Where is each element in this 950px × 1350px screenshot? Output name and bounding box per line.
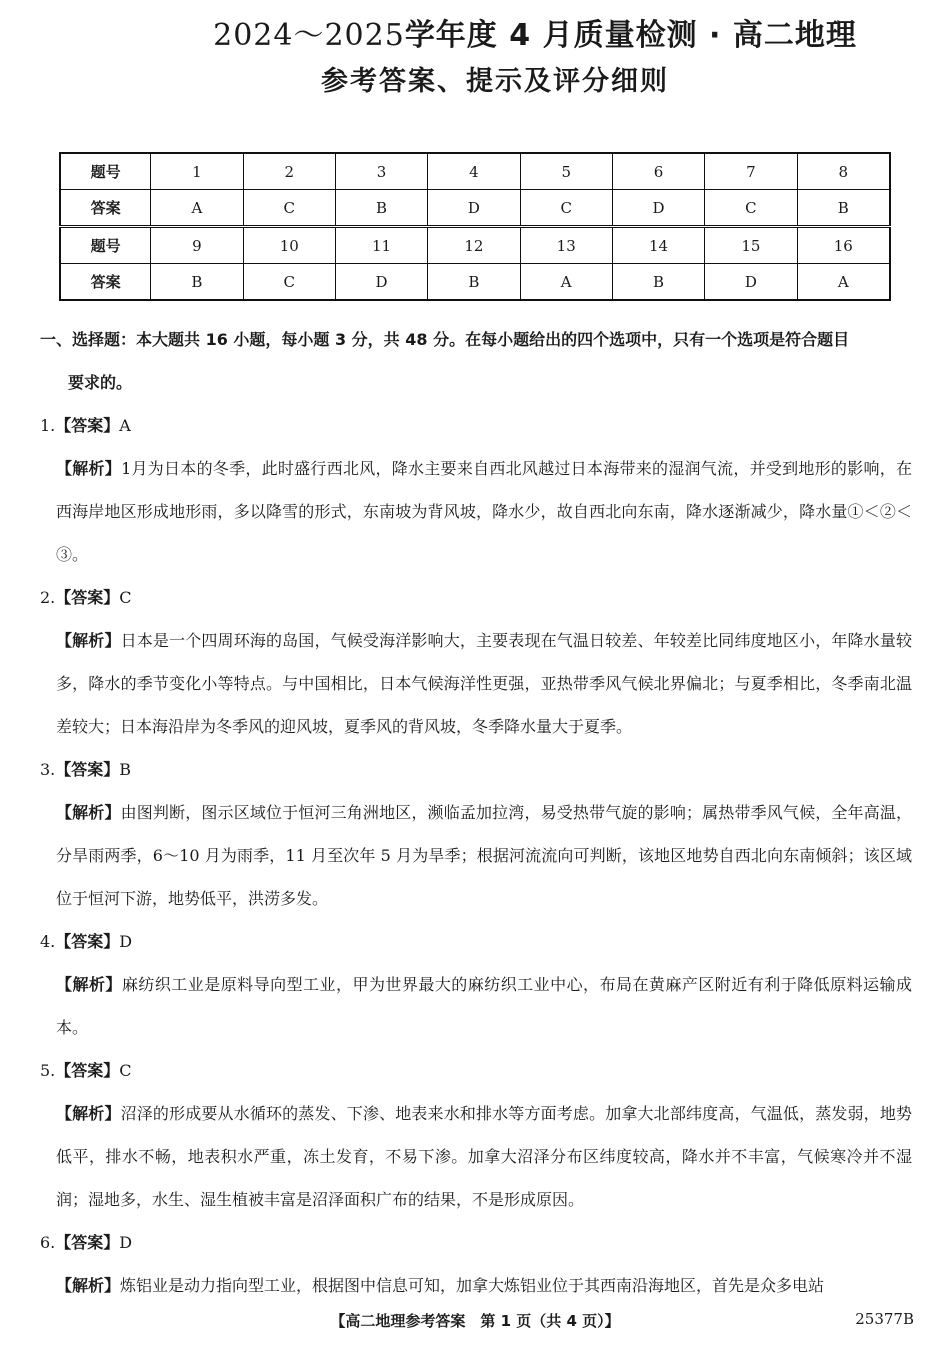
explain-tag: 【解析】 (56, 1276, 121, 1295)
table-cell: 11 (335, 227, 427, 264)
answer-table (59, 152, 891, 301)
explanation-text: 1月为日本的冬季，此时盛行西北风，降水主要来自西北风越过日本海带来的湿润气流，并受到地形的影响，在西海岸地区形成地形雨，多以降雪的形式，东南坡为背风坡，降水少，故自西北向东南，降水逐渐减少，降水量①＜②＜③。 (56, 459, 912, 564)
explain-tag: 【解析】 (56, 459, 122, 478)
table-cell: B (797, 190, 890, 227)
label-answer: 答案 (60, 190, 151, 227)
question-number: 4. (40, 932, 56, 951)
section-line-1: 一、选择题：本大题共 16 小题，每小题 3 分，共 48 分。在每小题给出的四个选项中，只有一个选项是符合题目 (40, 330, 850, 349)
explanation-text: 沼泽的形成要从水循环的蒸发、下渗、地表来水和排水等方面考虑。加拿大北部纬度高，气温低，蒸发弱，地势低平，排水不畅，地表积水严重，冻土发育，不易下渗。加拿大沼泽分布区纬度较高，降水并不丰富，气候寒冷并不湿润；湿地多，水生、湿生植被丰富是沼泽面积广布的结果，不是形成原因。 (56, 1104, 912, 1209)
answer-value: C (119, 1061, 132, 1080)
explanation (40, 791, 912, 920)
answer-tag: 【答案】 (55, 416, 120, 435)
title-years: 2024～2025 (213, 18, 405, 53)
footer-code: 25377B (855, 1310, 914, 1328)
answer-line (40, 748, 912, 791)
answer-tag: 【答案】 (55, 932, 120, 951)
page-title (0, 14, 950, 58)
explanation (40, 1092, 912, 1221)
table-cell: 9 (151, 227, 243, 264)
answer-line (40, 920, 912, 963)
table-row-answer-1 (60, 190, 890, 227)
table-cell: 16 (797, 227, 890, 264)
table-cell: 4 (428, 153, 520, 190)
table-cell: 7 (705, 153, 797, 190)
table-cell: 1 (151, 153, 243, 190)
table-cell: 15 (705, 227, 797, 264)
answer-tag: 【答案】 (55, 1233, 120, 1252)
question-4 (40, 920, 912, 1049)
answer-value: D (119, 1233, 133, 1252)
answer-tag: 【答案】 (55, 588, 120, 607)
table-cell: D (612, 190, 704, 227)
table-cell: 8 (797, 153, 890, 190)
explain-tag: 【解析】 (56, 975, 122, 994)
explanation-text: 麻纺织工业是原料导向型工业，甲为世界最大的麻纺织工业中心，布局在黄麻产区附近有利于降低原料运输成本。 (56, 975, 912, 1037)
explain-tag: 【解析】 (56, 1104, 121, 1123)
answer-line (40, 404, 912, 447)
answer-value: D (119, 932, 133, 951)
table-cell: B (151, 264, 243, 301)
label-question: 题号 (60, 227, 151, 264)
table-row-question-1 (60, 153, 890, 190)
explanation-text: 由图判断，图示区域位于恒河三角洲地区，濒临孟加拉湾，易受热带气旋的影响；属热带季风气候，全年高温，分旱雨两季，6～10 月为雨季，11 月至次年 5 月为旱季；根据河流流向可判断，该地区地势自西北向东南倾斜；该区域位于恒河下游，地势低平，洪涝多发。 (56, 803, 912, 908)
explain-tag: 【解析】 (56, 631, 121, 650)
question-number: 3. (40, 760, 56, 779)
section-line-2: 要求的。 (68, 373, 133, 392)
answer-value: A (119, 416, 131, 435)
table-cell: A (151, 190, 243, 227)
answer-line (40, 576, 912, 619)
table-cell: A (797, 264, 890, 301)
section-heading (40, 318, 912, 404)
question-number: 5. (40, 1061, 56, 1080)
table-cell: 14 (612, 227, 704, 264)
question-2 (40, 576, 912, 748)
table-cell: C (243, 264, 335, 301)
table-cell: 3 (335, 153, 427, 190)
table-cell: C (705, 190, 797, 227)
page-footer (0, 1310, 950, 1336)
table-cell: 12 (428, 227, 520, 264)
table-cell: B (428, 264, 520, 301)
table-row-question-2 (60, 227, 890, 264)
table-cell: C (243, 190, 335, 227)
table-cell: B (335, 190, 427, 227)
answer-line (40, 1049, 912, 1092)
table-cell: D (335, 264, 427, 301)
question-number: 6. (40, 1233, 56, 1252)
table-cell: D (705, 264, 797, 301)
table-cell: 6 (612, 153, 704, 190)
question-3 (40, 748, 912, 920)
label-answer: 答案 (60, 264, 151, 301)
title-rest: 学年度 4 月质量检测 · 高二地理 (404, 18, 857, 53)
question-1 (40, 404, 912, 576)
explanation (40, 1264, 912, 1307)
question-number: 1. (40, 416, 56, 435)
table-cell: 13 (520, 227, 612, 264)
label-question: 题号 (60, 153, 151, 190)
explanation-text: 炼铝业是动力指向型工业，根据图中信息可知，加拿大炼铝业位于其西南沿海地区，首先是众多电站 (120, 1276, 825, 1295)
page-subtitle: 参考答案、提示及评分细则 (321, 66, 669, 97)
table-cell: 10 (243, 227, 335, 264)
answer-line (40, 1221, 912, 1264)
table-cell: A (520, 264, 612, 301)
table-cell: B (612, 264, 704, 301)
table-cell: 2 (243, 153, 335, 190)
answer-value: B (119, 760, 132, 779)
explain-tag: 【解析】 (56, 803, 121, 822)
explanation (40, 447, 912, 576)
answer-value: C (119, 588, 132, 607)
table-row-answer-2 (60, 264, 890, 301)
explanation (40, 619, 912, 748)
question-5 (40, 1049, 912, 1221)
answer-tag: 【答案】 (55, 1061, 120, 1080)
answer-explanations (40, 318, 912, 1307)
answer-tag: 【答案】 (55, 760, 120, 779)
explanation (40, 963, 912, 1049)
table-cell: C (520, 190, 612, 227)
table-cell: 5 (520, 153, 612, 190)
footer-page-info: 【高二地理参考答案 第 1 页（共 4 页）】 (330, 1312, 620, 1330)
table-cell: D (428, 190, 520, 227)
question-6 (40, 1221, 912, 1307)
question-number: 2. (40, 588, 56, 607)
explanation-text: 日本是一个四周环海的岛国，气候受海洋影响大，主要表现在气温日较差、年较差比同纬度地区小，年降水量较多，降水的季节变化小等特点。与中国相比，日本气候海洋性更强，亚热带季风气候北界偏北；与夏季相比，冬季南北温差较大；日本海沿岸为冬季风的迎风坡，夏季风的背风坡，冬季降水量大于夏季。 (56, 631, 912, 736)
